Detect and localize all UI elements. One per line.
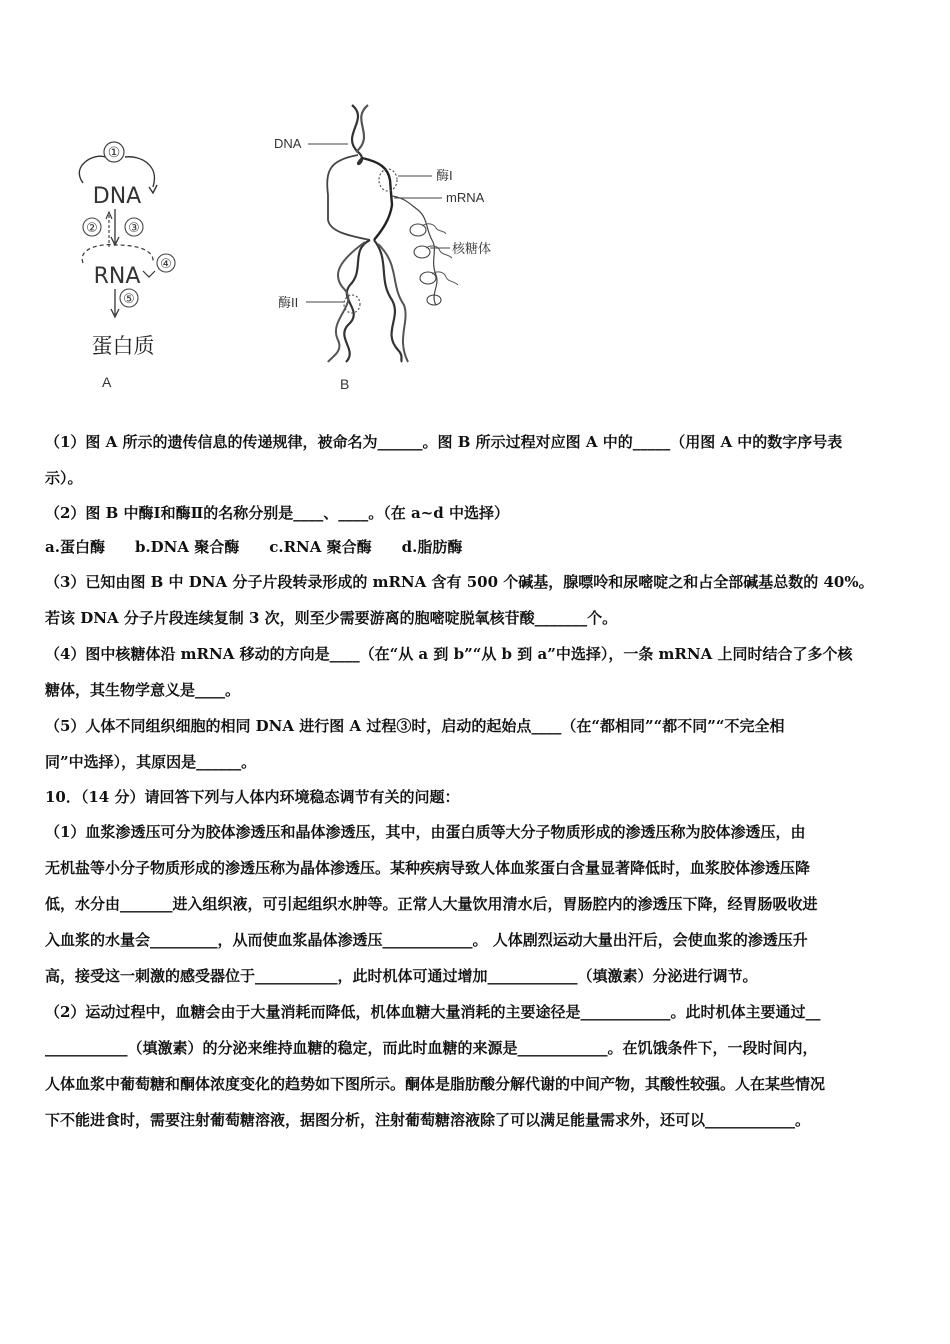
q4-line-1: （4）图中核糖体沿 mRNA 移动的方向是____（在“从 a 到 b”“从 b 到 a”中选择），一条 mRNA 上同时结合了多个核 [45, 645, 853, 663]
question-text [45, 424, 913, 1138]
q2-options: a.蛋白酶 b.DNA 聚合酶 c.RNA 聚合酶 d.脂肪酶 [45, 538, 463, 556]
figure-b-svg [270, 100, 510, 365]
rna-replication-arc [82, 245, 153, 263]
q10-1-line-2: 无机盐等小分子物质形成的渗透压称为晶体渗透压。某种疾病导致人体血浆蛋白含量显著降低时，血浆胶体渗透压降 [45, 859, 811, 877]
q4-line-2: 糖体，其生物学意义是____。 [45, 681, 241, 699]
q10-2-line-2: ___________（填激素）的分泌来维持血糖的稳定，而此时血糖的来源是____________。在饥饿条件下，一段时间内， [45, 1039, 818, 1057]
dna-label: DNA [92, 184, 142, 209]
q1-line-1: （1）图 A 所示的遗传信息的传递规律，被命名为______。图 B 所示过程对应图 A 中的_____（用图 A 中的数字序号表 [45, 433, 843, 451]
mark-5: ⑤ [123, 292, 135, 307]
ribosome-1 [410, 224, 426, 236]
figure-a-caption: A [102, 374, 112, 390]
q10-2-line-4: 下不能进食时，需要注射葡萄糖溶液，据图分析，注射葡萄糖溶液除了可以满足能量需求外，还可以____________。 [45, 1111, 811, 1129]
bubble-right-strand [362, 158, 392, 240]
figure-b-transcription [270, 100, 510, 365]
q10-2-line-1: （2）运动过程中，血糖会由于大量消耗而降低，机体血糖大量消耗的主要途径是____________。此时机体主要通过__ [45, 1003, 821, 1021]
q1-line-2: 示）。 [45, 469, 83, 487]
mrna-label: mRNA [446, 190, 485, 205]
mark-4: ④ [160, 257, 172, 272]
mark-1: ① [107, 145, 121, 161]
figure-a-svg [65, 135, 185, 370]
ribosome-label: 核糖体 [452, 241, 492, 256]
bubble-left-strand [327, 155, 370, 240]
enzyme-1-label: 酶I [436, 168, 453, 183]
rna-label: RNA [93, 264, 141, 289]
dna-pointer-label: DNA [274, 136, 302, 151]
protein-label: 蛋白质 [91, 334, 155, 358]
mark-3: ③ [128, 221, 140, 236]
q3-line-1: （3）已知由图 B 中 DNA 分子片段转录形成的 mRNA 含有 500 个碱基，腺嘌呤和尿嘧啶之和占全部碱基总数的 40%。 [45, 573, 874, 591]
question-10-heading: 10．（14 分）请回答下列与人体内环境稳态调节有关的问题： [45, 788, 460, 806]
q10-1-line-4: 入血浆的水量会_________，从而使血浆晶体渗透压____________。 人体剧烈运动大量出汗后，会使血浆的渗透压升 [45, 931, 808, 949]
enzyme-2-label: 酶II [278, 295, 299, 310]
q10-2-line-3: 人体血浆中葡萄糖和酮体浓度变化的趋势如下图所示。酮体是脂肪酸分解代谢的中间产物，其酸性较强。人在某些情况 [45, 1075, 826, 1093]
mark-2: ② [86, 221, 98, 236]
q5-line-1: （5）人体不同组织细胞的相同 DNA 进行图 A 过程③时，启动的起始点____（在“都相同”“都不同”“不完全相 [45, 717, 785, 735]
q3-line-2: 若该 DNA 分子片段连续复制 3 次，则至少需要游离的胞嘧啶脱氧核苷酸_______个。 [45, 609, 618, 627]
q5-line-2: 同”中选择），其原因是______。 [45, 753, 257, 771]
figure-a-central-dogma [65, 135, 185, 370]
rna-arrowhead [143, 271, 155, 277]
ribosome-2 [414, 246, 430, 258]
q10-1-line-5: 高，接受这一刺激的感受器位于___________，此时机体可通过增加____________（填激素）分泌进行调节。 [45, 967, 758, 985]
q2-line-1: （2）图 B 中酶Ⅰ和酶Ⅱ的名称分别是____、____。（在 a~d 中选择） [45, 504, 509, 522]
figure-b-caption: B [340, 376, 350, 392]
q10-1-line-3: 低，水分由_______进入组织液，可引起组织水肿等。正常人大量饮用清水后，胃肠腔内的渗透压下降，经胃肠吸收进 [45, 895, 818, 913]
ribosome-3 [420, 272, 436, 284]
q10-1-line-1: （1）血浆渗透压可分为胶体渗透压和晶体渗透压，其中，由蛋白质等大分子物质形成的渗透压称为胶体渗透压，由 [45, 823, 806, 841]
